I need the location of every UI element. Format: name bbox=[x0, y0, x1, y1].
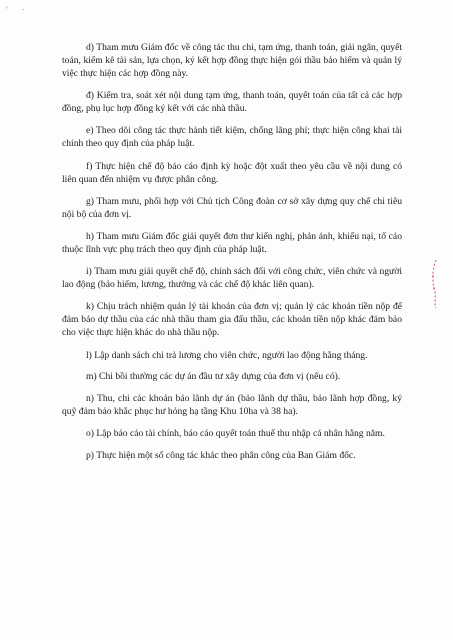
red-stamp-edge-mark bbox=[429, 258, 439, 310]
paragraph-p: p) Thực hiện một số công tác khác theo phân công của Ban Giám đốc. bbox=[86, 450, 356, 462]
paragraph-f: f) Thực hiện chế độ báo cáo định kỳ hoặc đột xuất theo yêu cầu về nội dung có liên quan đến nhiệm vụ được phân công. bbox=[62, 160, 402, 185]
document-body bbox=[62, 41, 402, 471]
paragraph-d: d) Tham mưu Giám đốc về công tác thu chi, tạm ứng, thanh toán, giải ngân, quyết toán, kiểm kê tài sản, lựa chọn, ký kết hợp đồng thực hiện gói thầu bảo hiểm và quản lý việc thực hiện các hợp đồng này. bbox=[62, 42, 402, 79]
paragraph-m: m) Chi bồi thường các dự án đầu tư xây dựng của đơn vị (nếu có). bbox=[86, 371, 341, 383]
paragraph-l: l) Lập danh sách chi trả lương cho viên chức, người lao động hằng tháng. bbox=[86, 349, 368, 361]
scan-corner-marks: ' · bbox=[6, 6, 31, 14]
paragraph-dd: đ) Kiểm tra, soát xét nội dung tạm ứng, thanh toán, quyết toán của tất cả các hợp đồng, phụ lục hợp đồng ký kết với các nhà thầu. bbox=[62, 90, 402, 115]
paragraph-i: i) Tham mưu giải quyết chế độ, chính sách đối với công chức, viên chức và người lao động (bảo hiểm, lương, thưởng và các chế độ khác liên quan). bbox=[62, 266, 402, 291]
paragraph-g: g) Tham mưu, phối hợp với Chủ tịch Công đoàn cơ sở xây dựng quy chế chi tiêu nội bộ của đơn vị. bbox=[62, 195, 402, 220]
paragraph-o: o) Lập báo cáo tài chính, báo cáo quyết toán thuế thu nhập cá nhân hằng năm. bbox=[86, 427, 385, 439]
paragraph-n: n) Thu, chi các khoản bảo lãnh dự án (bảo lãnh dự thầu, bảo lãnh hợp đồng, ký quỹ đảm bảo khắc phục hư hỏng hạ tầng Khu 10ha và 38 ha). bbox=[62, 392, 402, 417]
paragraph-e: e) Theo dõi công tác thực hành tiết kiệm, chống lãng phí; thực hiện công khai tài chính theo quy định của pháp luật. bbox=[62, 125, 402, 150]
paragraph-k: k) Chịu trách nhiệm quản lý tài khoản của đơn vị; quản lý các khoản tiền nộp để đảm bảo dự thầu của các nhà thầu tham gia đấu thầu, các khoản tiền nộp khác đảm bảo cho việc thực hiện khác do nhà thầu nộp. bbox=[62, 301, 402, 339]
paragraph-h: h) Tham mưu Giám đốc giải quyết đơn thư kiến nghị, phản ánh, khiếu nại, tố cáo thuộc lĩnh vực phụ trách theo quy định của pháp luật. bbox=[62, 230, 402, 255]
